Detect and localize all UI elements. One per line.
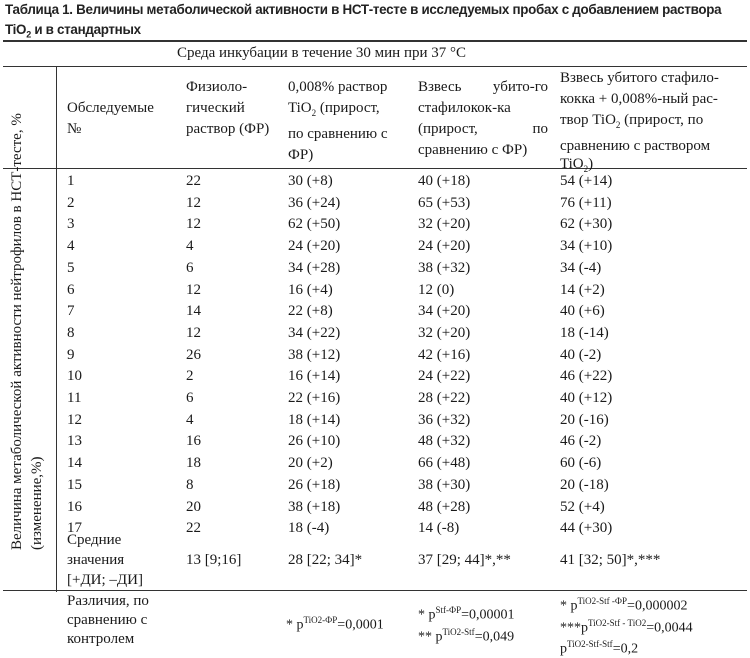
means-col2: 28 [22; 34]* <box>288 552 363 568</box>
table-cell: 38 (+32) <box>418 259 471 276</box>
table-cell: 34 (-4) <box>560 259 602 276</box>
diff-label-1: Различия, по <box>67 593 149 609</box>
table-cell: 26 (+18) <box>288 476 341 493</box>
row-number: 16 <box>67 498 82 515</box>
table-cell: 32 (+20) <box>418 324 471 341</box>
table-cell: 54 (+14) <box>560 173 613 189</box>
table-cell: 38 (+12) <box>288 346 341 363</box>
row-number: 15 <box>67 476 82 493</box>
table-cell: 38 (+30) <box>418 476 471 493</box>
table-cell: 36 (+24) <box>288 194 341 211</box>
row-number: 4 <box>67 238 75 255</box>
row-number: 17 <box>67 520 82 537</box>
table-cell: 8 <box>186 476 194 493</box>
rule-incubation <box>3 66 747 67</box>
row-number: 5 <box>67 259 75 276</box>
header-col3: Взвесь убито-го стафилокок-ка (прирост, по сравнению с ФР) <box>418 79 548 158</box>
table-cell: 18 (-4) <box>288 520 330 537</box>
table-cell: 6 <box>186 259 194 276</box>
table-cell: 46 (+22) <box>560 368 613 385</box>
table-cell: 12 <box>186 324 201 341</box>
table-cell: 40 (+18) <box>418 173 471 189</box>
table-cell: 20 <box>186 498 201 515</box>
table-cell: 2 <box>186 368 194 385</box>
caption-line-1: Таблица 1. Величины метаболической активности в НСТ-тесте в исследуемых пробах с добавлением раствора <box>5 2 722 17</box>
diff-col3: * $p^{Stf-ФР}=0,00001$ ** $p^{TiO2-Stf}=0,049$ <box>418 605 515 645</box>
table-cell: 52 (+4) <box>560 498 605 515</box>
row-number: 6 <box>67 281 75 298</box>
table-cell: 4 <box>186 411 194 428</box>
caption-line-2: TiO$_2$ и в стандартных <box>5 22 141 40</box>
table-cell: 76 (+11) <box>560 194 612 211</box>
table-cell: 14 (-8) <box>418 520 460 537</box>
row-number: 2 <box>67 194 75 211</box>
row-number: 10 <box>67 368 82 385</box>
means-label-2: значения <box>67 552 125 568</box>
table-cell: 62 (+30) <box>560 216 613 233</box>
row-number: 3 <box>67 216 75 233</box>
data-table <box>0 40 750 657</box>
table-cell: 14 <box>186 303 201 320</box>
table-cell: 16 (+4) <box>288 281 333 298</box>
diff-label-2: сравнению с <box>67 612 148 628</box>
table-cell: 12 (0) <box>418 281 455 298</box>
table-cell: 14 (+2) <box>560 281 605 298</box>
row-number: 7 <box>67 303 75 320</box>
row-number: 12 <box>67 411 82 428</box>
table-caption <box>5 0 745 45</box>
table-cell: 22 <box>186 173 201 189</box>
table-cell: 32 (+20) <box>418 216 471 233</box>
table-cell: 4 <box>186 238 194 255</box>
diff-col2: * $p^{TiO2-ФР}=0,0001$ <box>286 615 384 633</box>
table-cell: 26 <box>186 346 201 363</box>
table-cell: 22 (+8) <box>288 303 333 320</box>
table-cell: 24 (+20) <box>288 238 341 255</box>
rule-vertical <box>56 66 57 592</box>
means-col3: 37 [29; 44]*,** <box>418 552 511 568</box>
incubation-header: Среда инкубации в течение 30 мин при 37 °С <box>177 45 466 61</box>
table-cell: 46 (-2) <box>560 433 602 450</box>
table-cell: 34 (+20) <box>418 303 471 320</box>
diff-col4: * $p^{TiO2-Stf -ФР}=0,000002$ $***p^{TiO2-Stf - TiO2}=0,0044$ $p^{TiO2-Stf-Stf}=0,2$ <box>560 596 693 657</box>
vertical-label: Величина метаболической активности нейтрофилов в НСТ-тесте, % (изменение,%) <box>9 113 45 550</box>
table-cell: 30 (+8) <box>288 173 333 189</box>
table-cell: 12 <box>186 216 201 233</box>
means-col1: 13 [9;16] <box>186 552 242 568</box>
table-cell: 18 <box>186 455 201 472</box>
row-number: 14 <box>67 455 82 472</box>
table-cell: 42 (+16) <box>418 346 471 363</box>
row-number: 9 <box>67 346 75 363</box>
table-cell: 6 <box>186 390 194 406</box>
row-number: 13 <box>67 433 82 450</box>
table-cell: 36 (+32) <box>418 411 471 428</box>
table-cell: 40 (+12) <box>560 390 613 406</box>
table-cell: 12 <box>186 194 201 211</box>
header-col1: Физиоло-гический раствор (ФР) <box>186 79 270 137</box>
table-cell: 40 (+6) <box>560 303 605 320</box>
table-cell: 66 (+48) <box>418 455 471 472</box>
table-cell: 20 (-16) <box>560 411 609 428</box>
table-cell: 22 <box>186 520 201 537</box>
row-number: 11 <box>67 390 82 406</box>
means-col4: 41 [32; 50]*,*** <box>560 552 661 568</box>
row-number: 8 <box>67 324 75 341</box>
diff-label-3: контролем <box>67 631 135 647</box>
table-cell: 18 (+14) <box>288 411 341 428</box>
table-cell: 34 (+22) <box>288 324 341 341</box>
table-cell: 65 (+53) <box>418 194 471 211</box>
table-cell: 16 <box>186 433 201 450</box>
header-col2: 0,008% раствор TiO$_2$ (прирост, по сравнению с ФР) <box>288 79 388 163</box>
table-cell: 20 (-18) <box>560 476 609 493</box>
table-cell: 48 (+28) <box>418 498 471 515</box>
table-cell: 16 (+14) <box>288 368 341 385</box>
row-number: 1 <box>67 173 75 189</box>
table-cell: 44 (+30) <box>560 520 613 537</box>
table-cell: 40 (-2) <box>560 346 602 363</box>
means-label-3: [+ДИ; –ДИ] <box>67 572 143 588</box>
table-cell: 34 (+28) <box>288 259 341 276</box>
header-col4: Взвесь убитого стафило- кокка + 0,008%-ный рас- твор TiO$_2$ (прирост, по сравнению с раствором TiO$_2$) <box>560 70 719 174</box>
table-cell: 62 (+50) <box>288 216 341 233</box>
table-cell: 48 (+32) <box>418 433 471 450</box>
means-label-1: Средние <box>67 532 122 548</box>
table-cell: 24 (+20) <box>418 238 471 255</box>
table-cell: 22 (+16) <box>288 390 341 406</box>
table-cell: 20 (+2) <box>288 455 333 472</box>
table-cell: 38 (+18) <box>288 498 341 515</box>
table-cell: 12 <box>186 281 201 298</box>
header-subjects: Обследуемые № <box>67 100 154 137</box>
table-cell: 34 (+10) <box>560 238 613 255</box>
table-cell: 28 (+22) <box>418 390 471 406</box>
rule-top <box>3 40 747 42</box>
table-cell: 24 (+22) <box>418 368 471 385</box>
table-cell: 18 (-14) <box>560 324 609 341</box>
table-cell: 60 (-6) <box>560 455 602 472</box>
table-cell: 26 (+10) <box>288 433 341 450</box>
